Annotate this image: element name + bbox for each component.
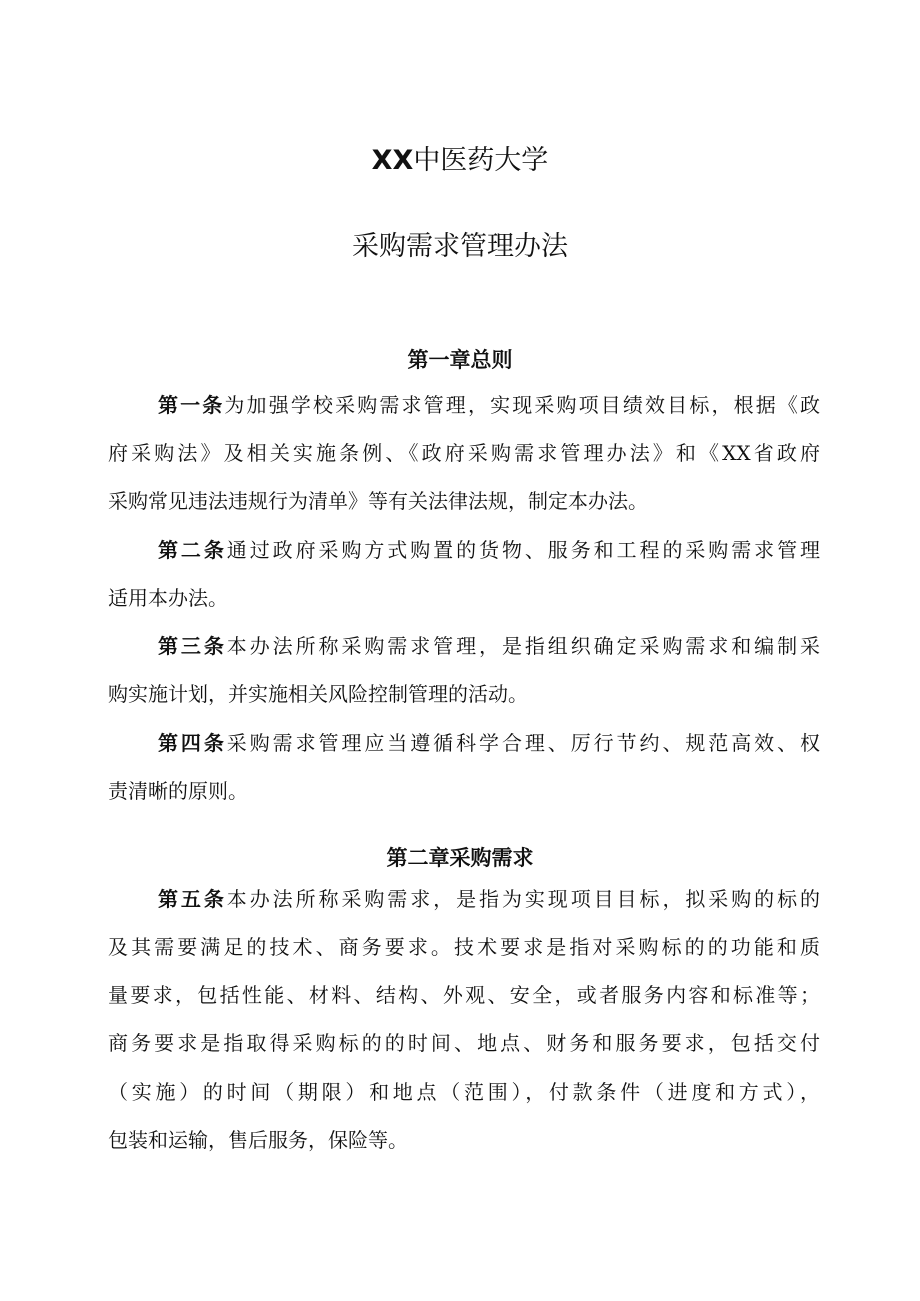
article-3-line-1 bbox=[158, 634, 820, 658]
article-4-text-1: 采购需求管理应当遵循科学合理、厉行节约、规范高效、权 bbox=[226, 731, 821, 755]
article-4-line-1 bbox=[158, 731, 820, 755]
article-2-label: 第二条 bbox=[158, 538, 227, 562]
article-2-text-1: 通过政府采购方式购置的货物、服务和工程的采购需求管理 bbox=[226, 538, 821, 562]
article-1-text-1: 为加强学校采购需求管理，实现采购项目绩效目标，根据《政 bbox=[224, 393, 821, 417]
university-title-latin: XX bbox=[371, 145, 414, 176]
article-5-line-6: 包装和运输，售后服务，保险等。 bbox=[108, 1128, 408, 1152]
article-5-line-5: （实施）的时间（期限）和地点（范围），付款条件（进度和方式）， bbox=[108, 1080, 820, 1104]
article-1-line-2: 府采购法》及相关实施条例、《政府采购需求管理办法》和《XX省政府 bbox=[108, 441, 820, 465]
article-5-text-1: 本办法所称采购需求，是指为实现项目目标，拟采购的标的 bbox=[226, 887, 821, 911]
article-1-line-3: 采购常见违法违规行为清单》等有关法律法规，制定本办法。 bbox=[108, 489, 648, 513]
article-5-line-4: 商务要求是指取得采购标的的时间、地点、财务和服务要求，包括交付 bbox=[108, 1031, 820, 1055]
article-5-label: 第五条 bbox=[158, 887, 227, 911]
article-4-line-2: 责清晰的原则。 bbox=[108, 779, 248, 803]
university-title bbox=[0, 138, 920, 177]
article-5-line-2: 及其需要满足的技术、商务要求。技术要求是指对采购标的的功能和质 bbox=[108, 935, 820, 959]
article-2-line-1 bbox=[158, 538, 820, 562]
article-3-line-2: 购实施计划，并实施相关风险控制管理的活动。 bbox=[108, 682, 528, 706]
article-5-line-3: 量要求，包括性能、材料、结构、外观、安全，或者服务内容和标准等； bbox=[108, 983, 820, 1007]
document-subtitle: 采购需求管理办法 bbox=[352, 231, 568, 262]
chapter-heading-1: 第一章总则 bbox=[407, 348, 513, 372]
article-1-line-1 bbox=[158, 393, 820, 417]
article-4-label: 第四条 bbox=[158, 731, 227, 755]
article-3-text-1: 本办法所称采购需求管理，是指组织确定采购需求和编制采 bbox=[226, 634, 821, 658]
university-title-name: 中医药大学 bbox=[413, 145, 549, 176]
article-1-label: 第一条 bbox=[158, 393, 225, 417]
article-5-line-1 bbox=[158, 887, 820, 911]
article-2-line-2: 适用本办法。 bbox=[108, 586, 228, 610]
article-3-label: 第三条 bbox=[158, 634, 227, 658]
chapter-heading-2: 第二章采购需求 bbox=[386, 846, 534, 870]
